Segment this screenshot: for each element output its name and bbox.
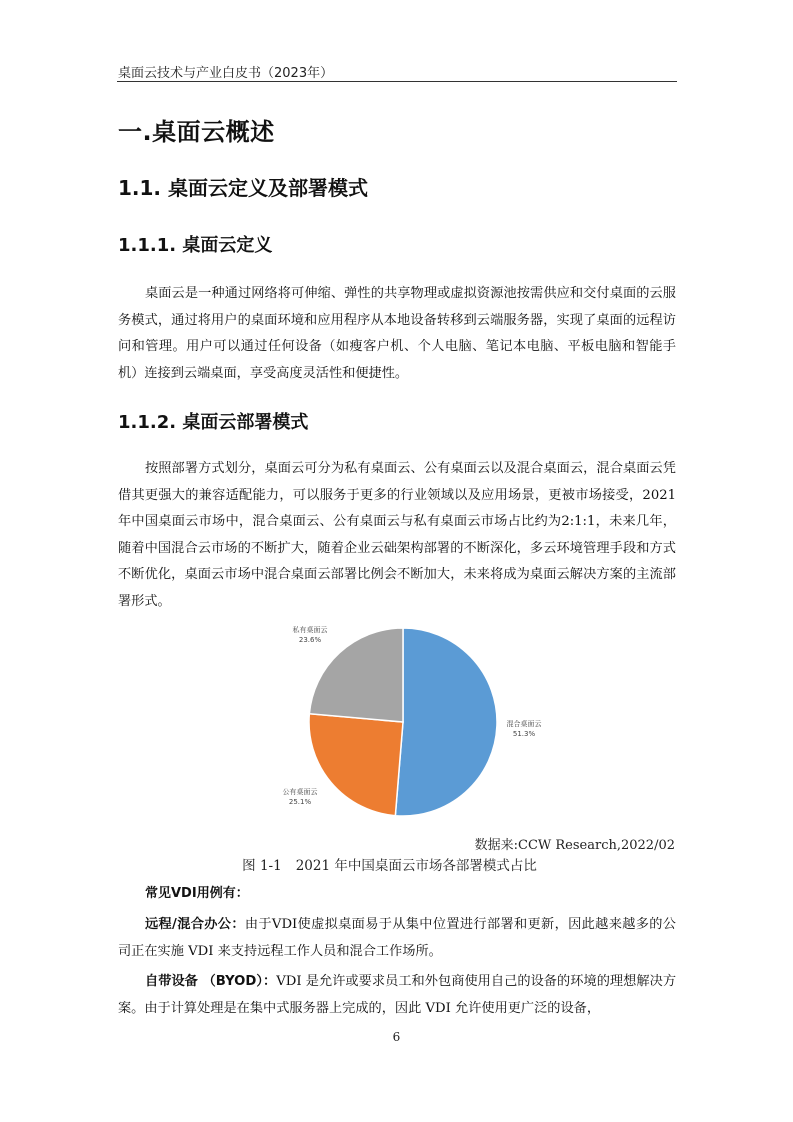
slice-label-1: 混合桌面云 [506,720,542,728]
use-case-text: VDI 是允许或要求员工和外包商使用自己的设备的环境的理想解决方案。由于计算处理是在集中式服务器上完成的，因此 VDI 允许使用更广泛的设备， [118,974,677,1016]
slice-value-label-3: 23.6% [298,636,322,644]
chapter-title: 一.桌面云概述 [118,118,275,146]
slice-value-label-1: 51.3% [512,730,536,738]
pie-slice-1 [395,628,497,816]
deployment-paragraph: 按照部署方式划分，桌面云可分为私有桌面云、公有桌面云以及混合桌面云，混合桌面云凭借其更强大的兼容适配能力，可以服务于更多的行业领域以及应用场景，更被市场接受，2021年中国桌面云市场中，混合桌面云、公有桌面云与私有桌面云市场占比约为2:1:1，未来几年，随着中国混合云市场的不断扩大，随着企业云础架构部署的不断深化，多云环境管理手段和方式不断优化，桌面云市场中混合桌面云部署比例会不断加大，未来将成为桌面云解决方案的主流部署形式。 [118,461,676,609]
pie-slice-3 [309,628,403,722]
slice-label-3: 私有桌面云 [292,626,328,634]
running-header: 桌面云技术与产业白皮书（2023年） [118,66,334,81]
figure-number: 图 1-1 [242,858,282,874]
header-divider [117,81,677,82]
pie-slice-2 [309,714,403,816]
slice-value-label-2: 25.1% [288,798,312,806]
pie-chart [280,618,580,830]
use-case-term: 自带设备 （BYOD）： [145,974,277,989]
use-case-byod [118,969,676,1022]
definition-paragraph: 桌面云是一种通过网络将可伸缩、弹性的共享物理或虚拟资源池按需供应和交付桌面的云服务模式，通过将用户的桌面环境和应用程序从本地设备转移到云端服务器，实现了桌面的远程访问和管理。用户可以通过任何设备（如瘦客户机、个人电脑、笔记本电脑、平板电脑和智能手机）连接到云端桌面，享受高度灵活性和便捷性。 [118,286,676,381]
figure-source: 数据来:CCW Research,2022/02 [474,838,675,853]
slice-label-2: 公有桌面云 [282,788,318,796]
subsection-title-deployment: 1.1.2. 桌面云部署模式 [118,412,309,433]
use-case-text: 由于VDI使虚拟桌面易于从集中位置进行部署和更新，因此越来越多的公司正在实施 VDI 来支持远程工作人员和混合工作场所。 [118,917,676,959]
figure-caption [0,854,793,874]
page-number: 6 [392,1030,401,1044]
figure-caption-text: 2021 年中国桌面云市场各部署模式占比 [295,858,537,874]
use-cases-heading: 常见VDI用例有： [145,886,249,901]
use-case-remote [118,912,676,965]
subsection-title-definition: 1.1.1. 桌面云定义 [118,235,273,256]
use-case-term: 远程/混合办公： [145,917,245,932]
section-title: 1.1. 桌面云定义及部署模式 [118,176,368,200]
